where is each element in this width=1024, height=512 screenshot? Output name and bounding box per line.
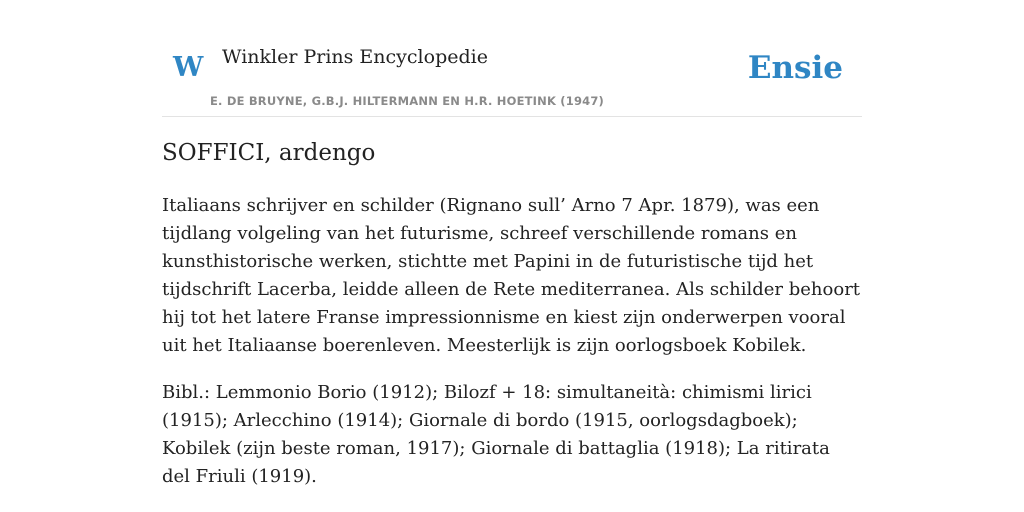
site-header [162,40,862,117]
entry-title: SOFFICI, ardengo [162,140,376,166]
site-title[interactable]: Winkler Prins Encyclopedie [222,46,488,68]
entry-paragraph-bibliography: Bibl.: Lemmonio Borio (1912); Bilozf + 18: simultaneità: chimismi lirici (1915); Arlecchino (1914); Giornale di bordo (1915, oorlogsdagboek); Kobilek (zijn beste roman, 1917); Giornale di battaglia (1918); La ritirata del Friuli (1919). [162,382,830,487]
ensie-brand-logo[interactable]: Ensie [747,50,843,86]
entry-paragraph-description: Italiaans schrijver en schilder (Rignano sull’ Arno 7 Apr. 1879), was een tijdlang volgeling van het futurisme, schreef verschillende romans en kunsthistorische werken, stichtte met Papini in de futuristische tijd het tijdschrift Lacerba, leidde alleen de Rete mediterranea. Als schilder behoort hij tot het latere Franse impressionnisme en kiest zijn onderwerpen vooral uit het Italiaanse boerenleven. Meesterlijk is zijn oorlogsboek Kobilek. [162,195,861,356]
winkler-prins-logo[interactable]: W [173,52,204,83]
authors-credit: E. DE BRUYNE, G.B.J. HILTERMANN EN H.R. HOETINK (1947) [210,94,605,108]
entry-body [162,192,862,510]
